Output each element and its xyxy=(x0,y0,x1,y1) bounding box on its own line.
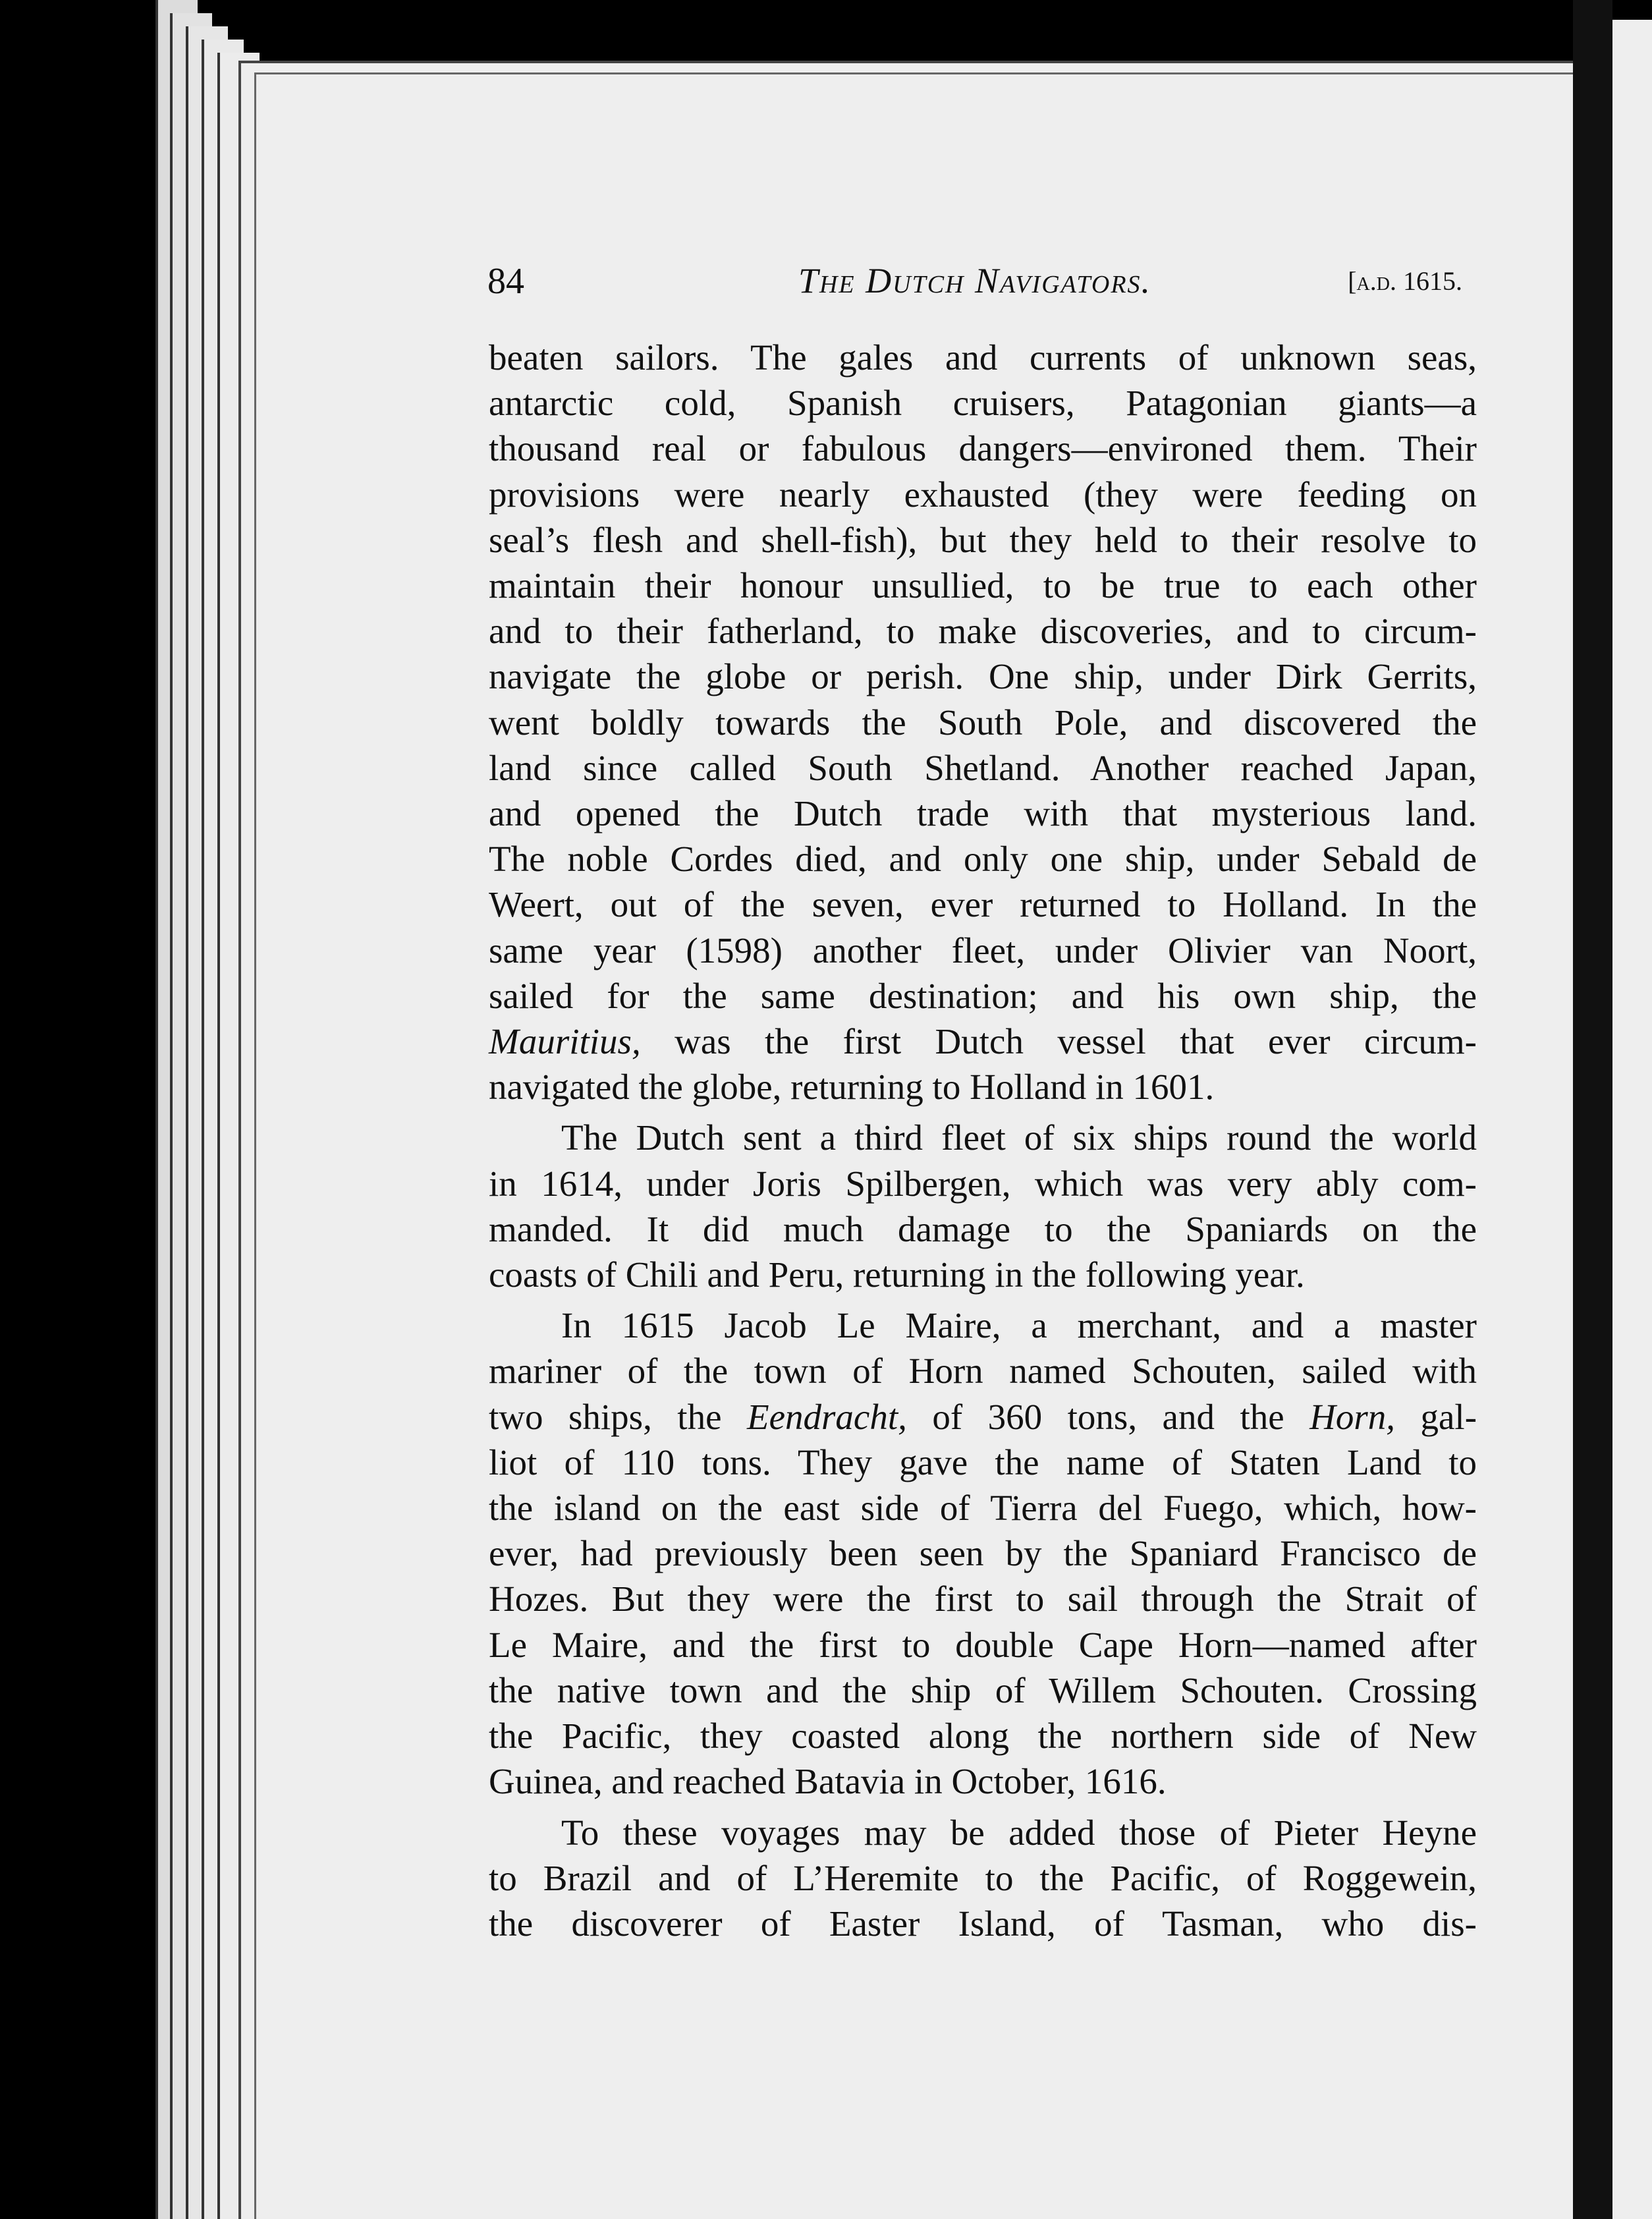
text-line: the native town and the ship of Willem Schouten. Crossing xyxy=(489,1670,1477,1710)
text-line: The Dutch sent a third fleet of six ships round the world xyxy=(561,1117,1477,1158)
text-line xyxy=(489,1019,1477,1064)
text-fragment: was the first Dutch vessel that ever circum- xyxy=(640,1021,1477,1062)
text-fragment: two ships, the xyxy=(489,1396,747,1437)
text-line: same year (1598) another fleet, under Olivier van Noort, xyxy=(489,930,1477,970)
ship-name: Horn, xyxy=(1309,1396,1396,1437)
binding-gap xyxy=(1573,0,1612,2219)
text-line: beaten sailors. The gales and currents of unknown seas, xyxy=(489,337,1477,378)
text-line xyxy=(489,1394,1477,1440)
paragraph xyxy=(489,1810,1477,1947)
paragraph xyxy=(416,1115,1477,1297)
text-fragment: gal- xyxy=(1395,1396,1477,1437)
text-line: to Brazil and of L’Heremite to the Pacific, of Roggewein, xyxy=(489,1857,1477,1898)
text-line: navigated the globe, returning to Holland in 1601. xyxy=(489,1067,1215,1108)
text-line: maintain their honour unsullied, to be true to each other xyxy=(489,565,1477,606)
text-line: provisions were nearly exhausted (they were feeding on xyxy=(489,474,1477,515)
text-line: and opened the Dutch trade with that mysterious land. xyxy=(489,793,1477,834)
text-line: and to their fatherland, to make discoveries, and to circum- xyxy=(489,611,1477,652)
text-line: in 1614, under Joris Spilbergen, which was very ably com- xyxy=(489,1163,1477,1204)
text-line: coasts of Chili and Peru, returning in the following year. xyxy=(489,1254,1305,1295)
ship-name: Mauritius, xyxy=(489,1021,641,1062)
paragraph xyxy=(489,335,1477,1110)
paragraph xyxy=(489,1303,1477,1804)
text-line: To these voyages may be added those of Pieter Heyne xyxy=(561,1812,1477,1853)
ship-name: Eendracht, xyxy=(747,1396,907,1437)
running-header xyxy=(487,260,1462,313)
text-line: thousand real or fabulous dangers—environed them. Their xyxy=(489,428,1477,469)
text-line: mariner of the town of Horn named Schouten, sailed with xyxy=(489,1351,1477,1391)
text-line: sailed for the same destination; and his own ship, the xyxy=(489,975,1477,1016)
body-text xyxy=(489,335,1477,1946)
text-line: The noble Cordes died, and only one ship, under Sebald de xyxy=(489,839,1477,880)
text-line: went boldly towards the South Pole, and discovered the xyxy=(489,702,1477,743)
text-fragment: of 360 tons, and the xyxy=(906,1396,1310,1437)
text-line: the Pacific, they coasted along the northern side of New xyxy=(489,1716,1477,1756)
page-number: 84 xyxy=(487,261,524,302)
text-line: In 1615 Jacob Le Maire, a merchant, and a master xyxy=(561,1305,1477,1346)
text-line: Guinea, and reached Batavia in October, 1616. xyxy=(489,1761,1167,1802)
running-title: The Dutch Navigators. xyxy=(798,261,1152,300)
text-line: Hozes. But they were the first to sail through the Strait of xyxy=(489,1579,1477,1619)
text-line: the island on the east side of Tierra del Fuego, which, how- xyxy=(489,1488,1477,1529)
text-line: navigate the globe or perish. One ship, under Dirk Gerrits, xyxy=(489,656,1477,697)
text-line: antarctic cold, Spanish cruisers, Patagonian giants—a xyxy=(489,383,1477,424)
text-line: Le Maire, and the first to double Cape Horn—named after xyxy=(489,1624,1477,1665)
text-line: seal’s flesh and shell-fish), but they held to their resolve to xyxy=(489,519,1477,560)
text-line: land since called South Shetland. Another reached Japan, xyxy=(489,747,1477,788)
text-line: Weert, out of the seven, ever returned to Holland. In the xyxy=(489,884,1477,925)
text-line: ever, had previously been seen by the Spaniard Francisco de xyxy=(489,1533,1477,1574)
text-line: the discoverer of Easter Island, of Tasman, who dis- xyxy=(489,1903,1477,1944)
facing-page-edge xyxy=(1612,20,1652,2219)
date-marker: [a.d. 1615. xyxy=(1348,266,1462,296)
text-line: manded. It did much damage to the Spaniards on the xyxy=(489,1208,1477,1249)
text-line: liot of 110 tons. They gave the name of Staten Land to xyxy=(489,1442,1477,1482)
